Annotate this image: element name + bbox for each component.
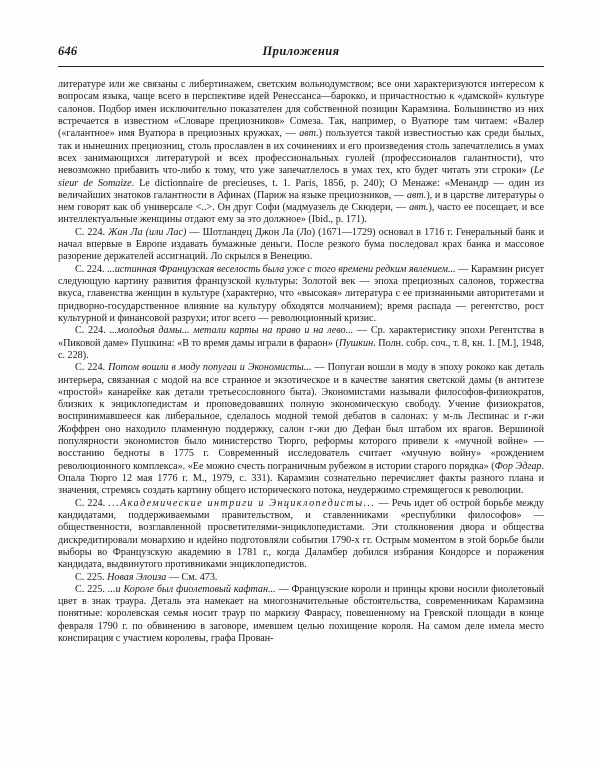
paragraph-text: С. 225. bbox=[75, 571, 108, 583]
commentary-body bbox=[58, 79, 544, 645]
paragraph-text: . Le dictionnaire de precieuses, t. 1. Paris, 1856, p. 240); О Менаже: «Менандр — один из величайших знатоков галантности в Афинах (Париж на языке прециозников, — bbox=[58, 177, 544, 201]
italic-text: ...и Короле был фиолетовый кафтан... bbox=[107, 583, 276, 595]
paragraph-text: С. 225. bbox=[75, 583, 108, 595]
running-header bbox=[58, 44, 544, 62]
paragraph-text: — Речь идет об острой борьбе между кандидатами, поддерживаемыми правительством, и ставленниками «республики философов» — общественности, возглавленной просветителями-энциклопедистами. Эти столкновения двора и общества дискредитировали монархию и идейно подготовляли события 1790-х гг. Острым моментом в этой борьбе были выборы во Французскую академию в 1781 г., когда Даламбер добился избрания Кондорсе и поражения кандидата, выдвинутого противниками энциклопедистов. bbox=[58, 497, 544, 571]
italic-text: Пушкин bbox=[338, 337, 374, 349]
commentary-paragraph bbox=[58, 362, 544, 497]
italic-text: Жан Ла (или Лас) bbox=[108, 226, 187, 238]
paragraph-text: — Французские короли и принцы крови носили фиолетовый цвет в знак траура. Деталь эта намекает на многозначительные обстоятельства, современникам Карамзина понятные: королевская семья носит траур по маркизу Фаврасу, повешенному на Гревской площади в конце февраля 1790 г. по обвинению в заговоре, имевшем целью похищение короля. На самом деле имела место конспирация с участием королевы, графа Прован- bbox=[58, 583, 544, 645]
paragraph-text: . Полн. собр. соч., т. 8, кн. 1. [М.], 1948, с. 228). bbox=[58, 337, 544, 361]
paragraph-text: С. 224. bbox=[75, 497, 109, 509]
commentary-paragraph bbox=[58, 79, 544, 227]
commentary-paragraph bbox=[58, 584, 544, 646]
section-title: Приложения bbox=[262, 44, 340, 58]
page-number: 646 bbox=[58, 44, 78, 58]
paragraph-text: — Шотландец Джон Ла (Ло) (1671—1729) основал в 1716 г. Генеральный банк и начал впервые в Европе издавать бумажные деньги. После резкого бума последовал крах банка и массовое разорение держателей ассигнаций. Ло скрылся в Венецию. bbox=[58, 226, 544, 263]
paragraph-text: — См. 473. bbox=[166, 571, 218, 583]
italic-text: ...молодыя дамы... метали карты на право и на лево... bbox=[109, 325, 354, 337]
paragraph-text: С. 224. bbox=[75, 325, 110, 337]
italic-text: авт. bbox=[299, 128, 319, 140]
paragraph-text: ), часто ее посещает, и все интеллектуальные женщины отдают ему за это должное» (Ibid., p. 171). bbox=[58, 202, 544, 226]
italic-text: авт. bbox=[409, 202, 429, 214]
paragraph-text: С. 224. bbox=[75, 263, 108, 275]
italic-text: Новая Элоиза bbox=[107, 571, 167, 583]
commentary-paragraph bbox=[58, 264, 544, 326]
paragraph-text: литературе или же связаны с либертинажем, светским вольнодумством; все они характеризуются интересом к вопросам языка, чаще всего в перспективе идей Ренессанса—барокко, и причастностью к «дамской» культуре салонов. Подбор имен исключительно показателен для собственной позиции Карамзина. Большинство из них встречается в известном «Словаре прециозников» Сомеза. Так, например, о Вуатюре там читаем: «Валер («галантное» имя Вуатюра в прециозных кружках, — bbox=[58, 79, 544, 140]
italic-text: ...Академические интриги и Энциклопедисты... bbox=[108, 497, 376, 509]
commentary-paragraph bbox=[58, 572, 544, 584]
commentary-paragraph bbox=[58, 498, 544, 572]
header-rule bbox=[58, 66, 544, 67]
italic-text: Фор Эдгар bbox=[494, 460, 542, 472]
commentary-paragraph bbox=[58, 227, 544, 264]
italic-text: Потом вошли в моду попугаи и Экономисты... bbox=[108, 362, 312, 374]
paragraph-text: С. 224. bbox=[75, 226, 109, 238]
paragraph-text: — Попугаи вошли в моду в эпоху рококо как деталь интерьера, связанная с модой на все странное и экзотическое и в качестве занятия светской дамы (в антитезе «простой» канарейке как детали третьесословного быта). Экономистами называли философов-физиократов, близких к энциклопедистам и проповедовавших полную экономическую свободу. Учение физиократов, воспринимавшееся как либеральное, сделалось модной темой дебатов в салонах: у м-ль Леспинас и г-жи Жоффрен оно находило пламенную поддержку, салон г-жи дю Дефан был штабом их врагов. Вершиной популярности экономистов было министерство Тюрго, реформы которого привели к «мучной войне» — восстанию бедноты в 1775 г. Современный исследователь считает «мучную войну» «рождением революционного комплекса». «Ее можно счесть пограничным рубежом в истории старого порядка» ( bbox=[58, 362, 544, 472]
italic-text: Le sieur de Somaize bbox=[58, 165, 544, 189]
paragraph-text: — Ср. характеристику эпохи Регентства в «Пиковой даме» Пушкина: «В то время дамы играли в фараон» ( bbox=[58, 325, 544, 349]
commentary-paragraph bbox=[58, 325, 544, 362]
italic-text: ...истинная Французская веселость была уже с того времени редким явлением... bbox=[107, 263, 456, 275]
italic-text: авт. bbox=[406, 189, 427, 201]
paragraph-text: . Опала Тюрго 12 мая 1776 г. М., 1979, с. 331). Карамзин сознательно перечисляет факты разного плана и значения, стремясь создать картину общего исторического потока, неудержимо стремящегося к революции. bbox=[58, 460, 544, 497]
paragraph-text: ) пользуется такой известностью как среди былых, так и нынешних прециозниц, столь прославлен в их сочинениях и его произведения столь запечатлелись в умах всех занимающихся литературой и всех профессиональных гуолей (профессионалов галантности), что невозможно прибавить что-либо к тому, что уже запечатлелось в умах тех, кто будет читать эти строки» ( bbox=[58, 128, 545, 177]
paragraph-text: С. 224. bbox=[75, 362, 109, 374]
paragraph-text: ), и в царстве литературы о нем говорят как об универсале <..>. Он друг Софи (мадмуазель де Скюдери, — bbox=[58, 189, 544, 214]
paragraph-text: — Карамзин рисует следующую картину развития французской культуры: Золотой век — эпоха прециозных салонов, торжества вкуса, главенства женщин в культуре (характерно, что «высокая» литература с ее признанными авторитетами и придворно-государственное влияние на культуру обходятся молчанием); время распада — регентство, рост культурной и финансовой разрухи; итог всего — революционный кризис. bbox=[58, 263, 544, 324]
